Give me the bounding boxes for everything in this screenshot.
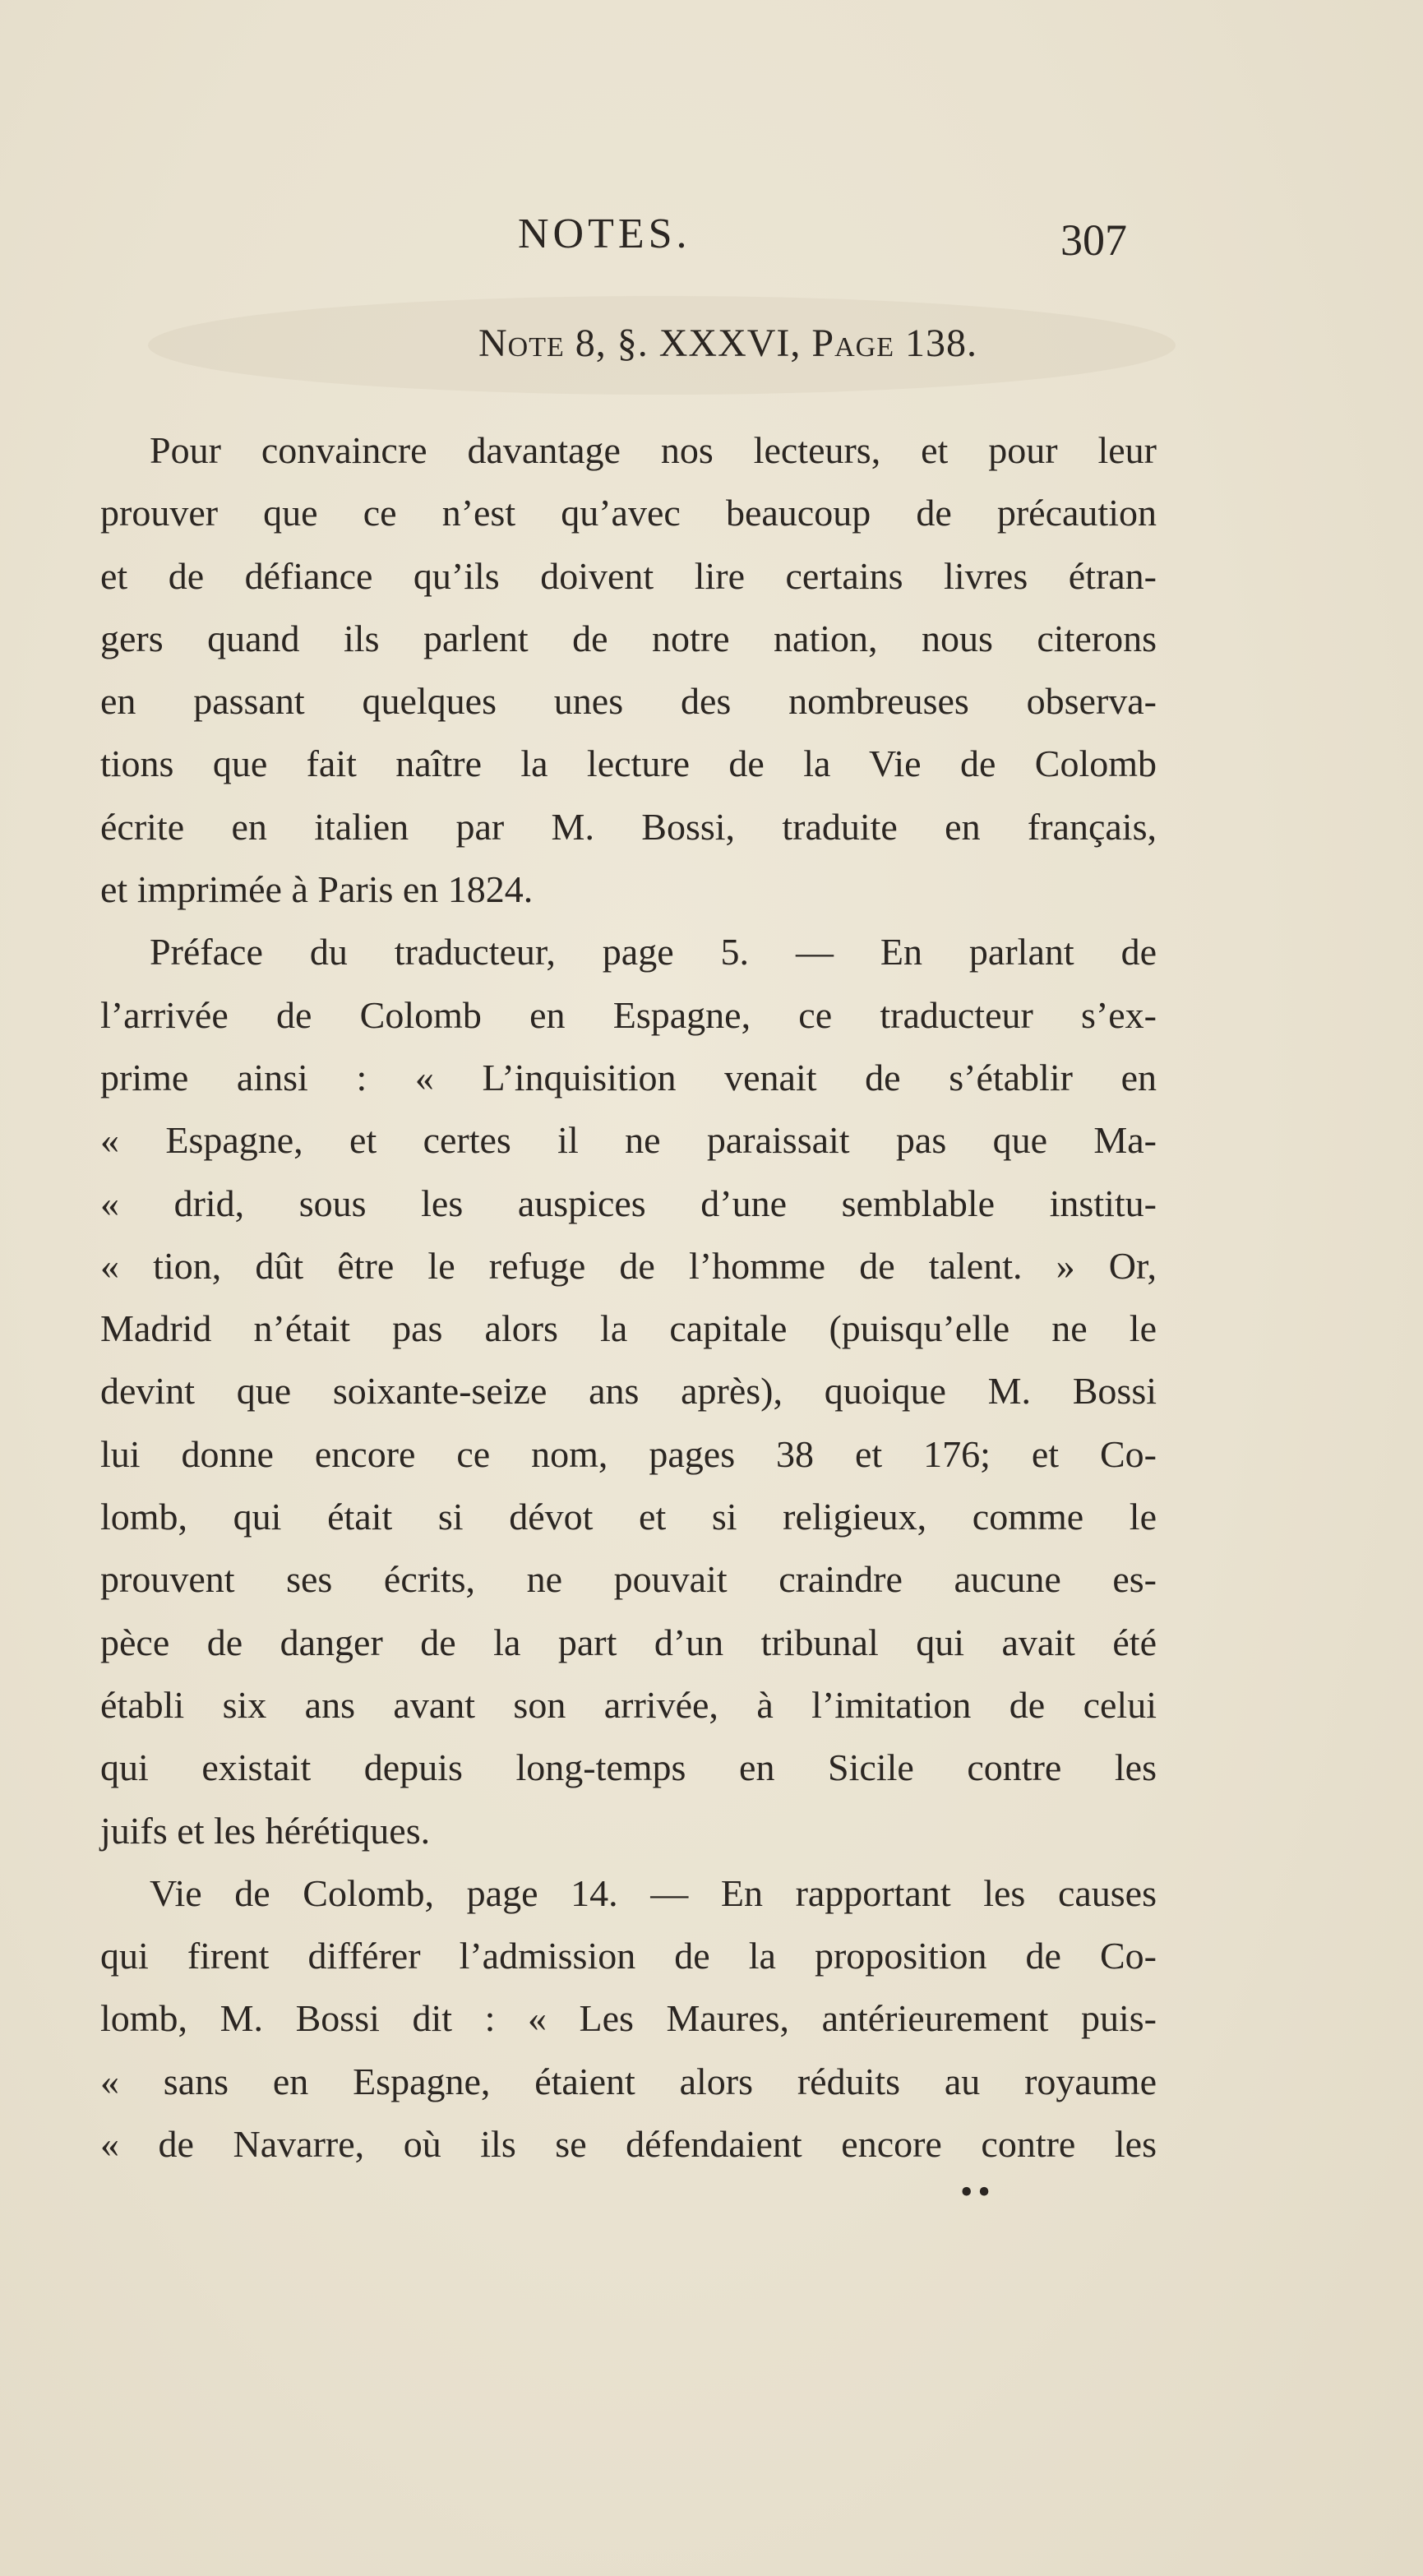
text-line: l’arrivée de Colomb en Espagne, ce traducteur s’ex-	[100, 993, 1157, 1036]
running-title: NOTES.	[518, 210, 691, 257]
text-line: gers quand ils parlent de notre nation, nous citerons	[100, 617, 1157, 659]
text-line: Préface du traducteur, page 5. — En parlant de	[150, 931, 1157, 974]
text-line: et imprimée à Paris en 1824.	[100, 868, 534, 911]
text-line: lui donne encore ce nom, pages 38 et 176; et Co-	[100, 1432, 1157, 1475]
text-line: devint que soixante-seize ans après), quoique M. Bossi	[100, 1370, 1157, 1413]
text-line: établi six ans avant son arrivée, à l’imitation de celui	[100, 1683, 1157, 1726]
text-line: « tion, dût être le refuge de l’homme de talent. » Or,	[100, 1244, 1157, 1287]
page-number: 307	[1060, 215, 1127, 265]
text-line: lomb, qui était si dévot et si religieux, comme le	[100, 1496, 1157, 1538]
note-heading: Note 8, §. XXXVI, Page 138.	[478, 321, 977, 365]
text-line: « Espagne, et certes il ne paraissait pas que Ma-	[100, 1119, 1157, 1162]
text-line: et de défiance qu’ils doivent lire certains livres étran-	[100, 554, 1157, 597]
text-line: prouvent ses écrits, ne pouvait craindre aucune es-	[100, 1558, 1157, 1601]
text-line: en passant quelques unes des nombreuses observa-	[100, 680, 1157, 723]
text-line: qui firent différer l’admission de la proposition de Co-	[100, 1935, 1157, 1977]
text-line: prime ainsi : « L’inquisition venait de s’établir en	[100, 1056, 1157, 1098]
text-line: Madrid n’était pas alors la capitale (puisqu’elle ne le	[100, 1307, 1157, 1350]
text-line: juifs et les hérétiques.	[100, 1809, 431, 1852]
signature-mark: ••	[960, 2171, 996, 2212]
text-line: « de Navarre, où ils se défendaient encore contre les	[100, 2123, 1157, 2166]
text-line: prouver que ce n’est qu’avec beaucoup de précaution	[100, 492, 1157, 534]
text-line: pèce de danger de la part d’un tribunal qui avait été	[100, 1621, 1157, 1663]
text-line: Pour convaincre davantage nos lecteurs, et pour leur	[150, 429, 1157, 471]
text-line: écrite en italien par M. Bossi, traduite en français,	[100, 805, 1157, 848]
running-head	[0, 210, 1423, 267]
text-line: « sans en Espagne, étaient alors réduits au royaume	[100, 2060, 1157, 2102]
text-line: tions que fait naître la lecture de la Vie de Colomb	[100, 742, 1157, 785]
text-line: Vie de Colomb, page 14. — En rapportant les causes	[150, 1871, 1157, 1914]
text-line: lomb, M. Bossi dit : « Les Maures, antérieurement puis-	[100, 1997, 1157, 2040]
text-line: « drid, sous les auspices d’une semblable institu-	[100, 1182, 1157, 1224]
text-line: qui existait depuis long-temps en Sicile contre les	[100, 1746, 1157, 1789]
body-text	[100, 419, 1157, 2176]
